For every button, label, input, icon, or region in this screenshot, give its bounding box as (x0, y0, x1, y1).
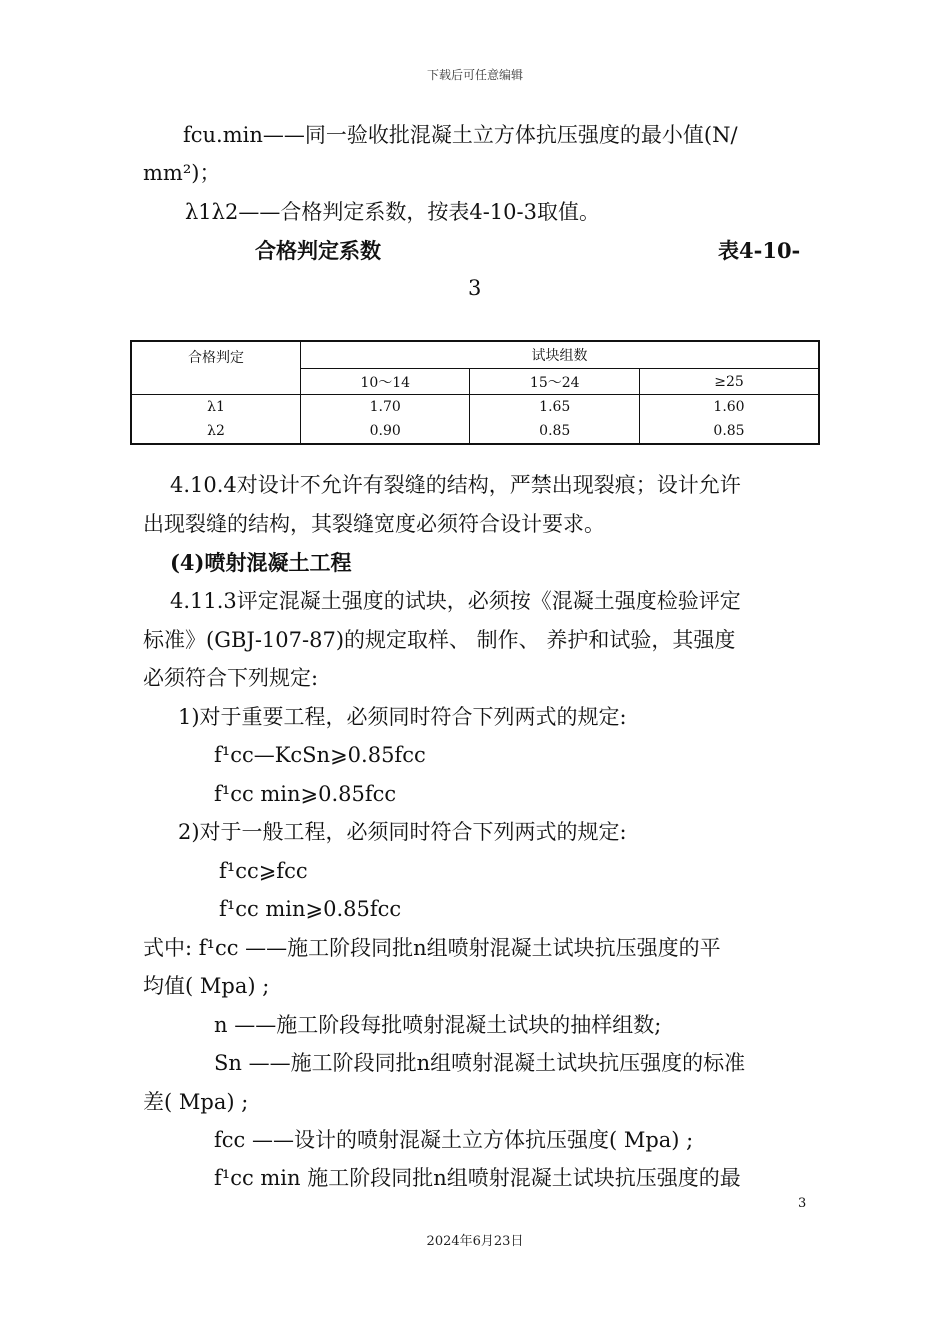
section-heading: (4)喷射混凝土工程 (170, 550, 352, 575)
paragraph-4-11-3-cont: 标准》(GBJ-107-87)的规定取样、 制作、 养护和试验，其强度 (143, 628, 736, 652)
definition-f1cc-min: f¹cc min 施工阶段同批n组喷射混凝土试块抗压强度的最 (214, 1166, 741, 1190)
table-col-header: 15～24 (470, 369, 640, 395)
item-general-projects: 2)对于一般工程，必须同时符合下列两式的规定: (178, 820, 627, 844)
paragraph-4-11-3-end: 必须符合下列规定: (143, 666, 319, 690)
formula: f¹cc—KcSn⩾0.85fcc (214, 743, 426, 767)
table-cell: 1.65 (539, 399, 571, 415)
page-footer-date: 2024年6月23日 (426, 1234, 524, 1249)
table-cell: 0.85 (713, 423, 745, 439)
table-col-header: 10～14 (300, 369, 470, 395)
paragraph-4-11-3: 4.11.3评定混凝土强度的试块，必须按《混凝土强度检验评定 (170, 589, 741, 613)
table-header-judgement: 合格判定 (131, 341, 300, 395)
grade-factor-table (130, 340, 820, 445)
page-number: 3 (798, 1196, 807, 1211)
paragraph-4-10-4: 4.10.4对设计不允许有裂缝的结构，严禁出现裂痕；设计允许 (170, 473, 741, 497)
definition-fcc: fcc ——设计的喷射混凝土立方体抗压强度( Mpa) ; (214, 1128, 694, 1152)
definition-f1cc: 式中: f¹cc ——施工阶段同批n组喷射混凝土试块抗压强度的平 (143, 936, 721, 960)
definition-sn-cont: 差( Mpa) ; (143, 1090, 249, 1114)
table-cell: λ1 (207, 399, 225, 415)
formula: f¹cc min⩾0.85fcc (219, 897, 402, 921)
table-cell: λ2 (207, 423, 225, 439)
table-row-labels (131, 395, 300, 445)
definition-fcu-min-unit: mm²)； (143, 161, 221, 185)
table-cell: 1.70 (369, 399, 401, 415)
table-col-header: ≥25 (640, 369, 820, 395)
item-important-projects: 1)对于重要工程，必须同时符合下列两式的规定: (178, 705, 627, 729)
table-cell: 1.60 (713, 399, 745, 415)
definition-fcu-min: fcu.min——同一验收批混凝土立方体抗压强度的最小值(N/ (183, 123, 738, 147)
paragraph-4-10-4-cont: 出现裂缝的结构，其裂缝宽度必须符合设计要求。 (143, 512, 605, 536)
definition-sn: Sn ——施工阶段同批n组喷射混凝土试块抗压强度的标准 (214, 1051, 746, 1075)
table-row (131, 395, 819, 445)
table-number: 表4-10- (718, 238, 801, 263)
table-header-group-count: 试块组数 (300, 341, 819, 369)
formula: f¹cc⩾fcc (219, 859, 308, 883)
definition-lambda: λ1λ2——合格判定系数，按表4-10-3取值。 (185, 200, 600, 224)
formula: f¹cc min⩾0.85fcc (214, 782, 397, 806)
table-cell: 0.85 (539, 423, 571, 439)
definition-n: n ——施工阶段每批喷射混凝土试块的抽样组数; (214, 1013, 662, 1037)
table-cell: 0.90 (369, 423, 401, 439)
definition-f1cc-cont: 均值( Mpa) ; (143, 974, 270, 998)
table-title: 合格判定系数 (255, 238, 381, 263)
page-header: 下载后可任意编辑 (426, 68, 523, 82)
table-number-continued: 3 (468, 276, 482, 300)
